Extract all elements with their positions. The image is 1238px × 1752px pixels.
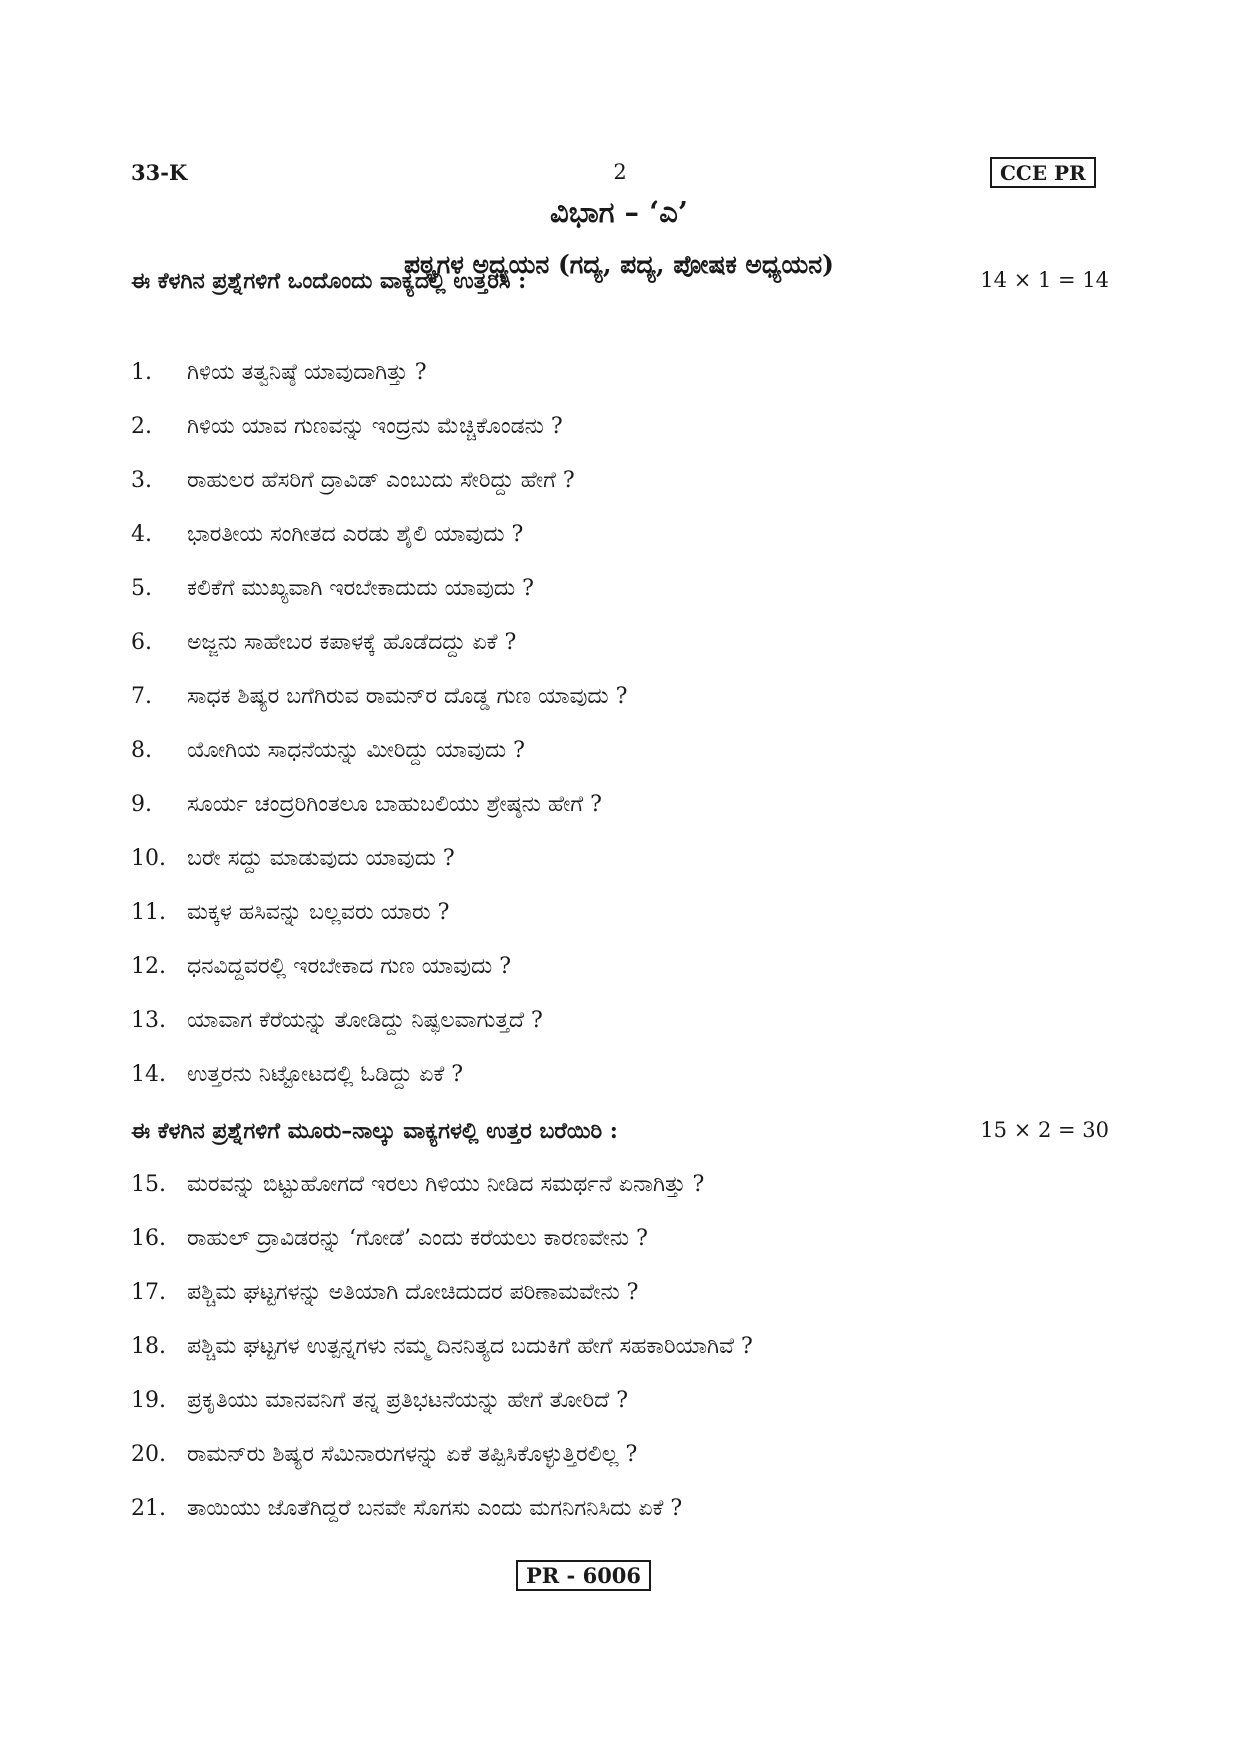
question-text: ಪಶ್ಚಿಮ ಘಟ್ಟಗಳ ಉತ್ಪನ್ನಗಳು ನಮ್ಮ ದಿನನಿತ್ಯದ ಬದುಕಿಗೆ ಹೇಗೆ ಸಹಕಾರಿಯಾಗಿವೆ ? <box>187 1334 753 1359</box>
question-text: ಅಜ್ಜನು ಸಾಹೇಬರ ಕಪಾಳಕ್ಕೆ ಹೊಡೆದದ್ದು ಏಕೆ ? <box>187 630 517 655</box>
question-item <box>131 630 1131 670</box>
question-text: ಕಲಿಕೆಗೆ ಮುಖ್ಯವಾಗಿ ಇರಬೇಕಾದುದು ಯಾವುದು ? <box>187 576 534 601</box>
question-item <box>131 1442 1131 1482</box>
part2-instruction-row <box>131 1118 1109 1152</box>
question-text: ಪಶ್ಚಿಮ ಘಟ್ಟಗಳನ್ನು ಅತಿಯಾಗಿ ದೋಚಿದುದರ ಪರಿಣಾಮವೇನು ? <box>187 1280 639 1305</box>
question-text: ರಾಹುಲ್ ದ್ರಾವಿಡರನ್ನು ‘ಗೋಡೆ’ ಎಂದು ಕರೆಯಲು ಕಾರಣವೇನು ? <box>187 1226 648 1251</box>
question-text: ತಾಯಿಯು ಜೊತೆಗಿದ್ದರೆ ಬನವೇ ಸೊಗಸು ಎಂದು ಮಗನಿಗನಿಸಿದು ಏಕೆ ? <box>187 1496 683 1521</box>
question-number: 6. <box>131 630 152 655</box>
question-number: 9. <box>131 792 152 817</box>
question-text: ಗಿಳಿಯ ತತ್ವನಿಷ್ಠೆ ಯಾವುದಾಗಿತ್ತು ? <box>187 360 427 385</box>
question-number: 19. <box>131 1388 166 1413</box>
part1-instruction: ಈ ಕೆಳಗಿನ ಪ್ರಶ್ನೆಗಳಿಗೆ ಒಂದೊಂದು ವಾಕ್ಯದಲ್ಲಿ ಉತ್ತರಿಸಿ : <box>131 268 527 294</box>
question-item <box>131 1172 1131 1212</box>
question-text: ಯೋಗಿಯ ಸಾಧನೆಯನ್ನು ಮೀರಿದ್ದು ಯಾವುದು ? <box>187 738 525 763</box>
question-text: ಸೂರ್ಯ ಚಂದ್ರರಿಗಿಂತಲೂ ಬಾಹುಬಲಿಯು ಶ್ರೇಷ್ಠನು ಹೇಗೆ ? <box>187 792 602 817</box>
question-text: ಧನವಿದ್ದವರಲ್ಲಿ ಇರಬೇಕಾದ ಗುಣ ಯಾವುದು ? <box>187 954 512 979</box>
question-number: 13. <box>131 1008 166 1033</box>
question-number: 8. <box>131 738 152 763</box>
question-item <box>131 954 1131 994</box>
section-subtitle: ಪಠ್ಯಗಳ ಅಧ್ಯಯನ (ಗದ್ಯ, ಪದ್ಯ, ಪೋಷಕ ಅಧ್ಯಯನ) <box>403 250 834 279</box>
question-item <box>131 468 1131 508</box>
question-number: 21. <box>131 1496 166 1521</box>
question-item <box>131 522 1131 562</box>
paper-code: 33-K <box>131 160 188 185</box>
question-text: ರಾಮನ್‌ರು ಶಿಷ್ಯರ ಸೆಮಿನಾರುಗಳನ್ನು ಏಕೆ ತಪ್ಪಿಸಿಕೊಳ್ಳುತ್ತಿರಲಿಲ್ಲ ? <box>187 1442 638 1467</box>
question-item <box>131 846 1131 886</box>
question-item <box>131 1496 1131 1536</box>
footer-code-box: PR - 6006 <box>516 1560 651 1591</box>
question-number: 16. <box>131 1226 166 1251</box>
question-number: 10. <box>131 846 166 871</box>
question-item <box>131 738 1131 778</box>
question-item <box>131 360 1131 400</box>
question-text: ಸಾಧಕ ಶಿಷ್ಯರ ಬಗೆಗಿರುವ ರಾಮನ್‌ರ ದೊಡ್ಡ ಗುಣ ಯಾವುದು ? <box>187 684 628 709</box>
question-item <box>131 414 1131 454</box>
exam-code-box: CCE PR <box>990 157 1096 188</box>
question-item <box>131 1226 1131 1266</box>
question-item <box>131 1280 1131 1320</box>
question-number: 14. <box>131 1062 166 1087</box>
question-item <box>131 576 1131 616</box>
question-number: 3. <box>131 468 152 493</box>
question-number: 2. <box>131 414 152 439</box>
part1-instruction-row <box>131 268 1109 302</box>
part2-marks: 15 × 2 = 30 <box>980 1118 1109 1142</box>
question-text: ಮಕ್ಕಳ ಹಸಿವನ್ನು ಬಲ್ಲವರು ಯಾರು ? <box>187 900 450 925</box>
question-text: ಮರವನ್ನು ಬಿಟ್ಟುಹೋಗದೆ ಇರಲು ಗಿಳಿಯು ನೀಡಿದ ಸಮರ್ಥನೆ ಏನಾಗಿತ್ತು ? <box>187 1172 705 1197</box>
question-number: 4. <box>131 522 152 547</box>
section-title: ವಿಭಾಗ – ‘ಎ’ <box>550 195 688 229</box>
question-number: 12. <box>131 954 166 979</box>
question-number: 17. <box>131 1280 166 1305</box>
part1-marks: 14 × 1 = 14 <box>980 268 1109 292</box>
question-text: ಭಾರತೀಯ ಸಂಗೀತದ ಎರಡು ಶೈಲಿ ಯಾವುದು ? <box>187 522 524 547</box>
question-item <box>131 684 1131 724</box>
question-item <box>131 1062 1131 1102</box>
question-item <box>131 1334 1131 1374</box>
question-item <box>131 1008 1131 1048</box>
question-number: 11. <box>131 900 166 925</box>
question-number: 15. <box>131 1172 166 1197</box>
question-number: 20. <box>131 1442 166 1467</box>
question-text: ಪ್ರಕೃತಿಯು ಮಾನವನಿಗೆ ತನ್ನ ಪ್ರತಿಭಟನೆಯನ್ನು ಹೇಗೆ ತೋರಿದೆ ? <box>187 1388 628 1413</box>
question-text: ಯಾವಾಗ ಕೆರೆಯನ್ನು ತೋಡಿದ್ದು ನಿಷ್ಫಲವಾಗುತ್ತದೆ ? <box>187 1008 543 1033</box>
question-number: 18. <box>131 1334 166 1359</box>
question-number: 5. <box>131 576 152 601</box>
question-item <box>131 1388 1131 1428</box>
part2-instruction: ಈ ಕೆಳಗಿನ ಪ್ರಶ್ನೆಗಳಿಗೆ ಮೂರು–ನಾಲ್ಕು ವಾಕ್ಯಗಳಲ್ಲಿ ಉತ್ತರ ಬರೆಯಿರಿ : <box>131 1118 618 1144</box>
question-number: 1. <box>131 360 152 385</box>
question-item <box>131 900 1131 940</box>
question-text: ಉತ್ತರನು ನಿಟ್ಟೋಟದಲ್ಲಿ ಓಡಿದ್ದು ಏಕೆ ? <box>187 1062 464 1087</box>
question-text: ಬರೇ ಸದ್ದು ಮಾಡುವುದು ಯಾವುದು ? <box>187 846 455 871</box>
question-text: ರಾಹುಲರ ಹೆಸರಿಗೆ ದ್ರಾವಿಡ್ ಎಂಬುದು ಸೇರಿದ್ದು ಹೇಗೆ ? <box>187 468 575 493</box>
question-item <box>131 792 1131 832</box>
page-number: 2 <box>613 160 627 184</box>
question-number: 7. <box>131 684 152 709</box>
question-text: ಗಿಳಿಯ ಯಾವ ಗುಣವನ್ನು ಇಂದ್ರನು ಮೆಚ್ಚಿಕೊಂಡನು ? <box>187 414 563 439</box>
